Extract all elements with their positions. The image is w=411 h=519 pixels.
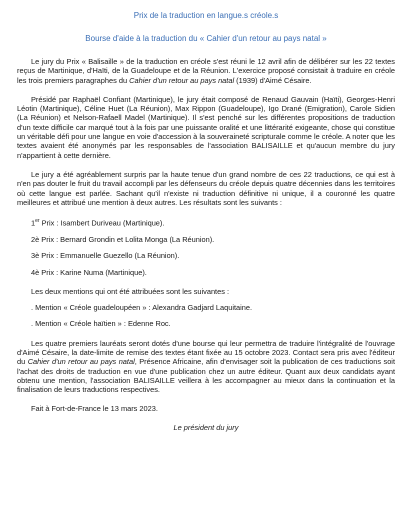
paragraph-intro-text-b: (1939) d'Aimé Césaire. xyxy=(234,75,312,85)
prize-rank: 1 xyxy=(31,218,36,228)
prize-item xyxy=(17,235,395,244)
prize-item xyxy=(17,268,395,277)
document-title: Prix de la traduction en langue.s créole.s xyxy=(133,11,279,20)
paragraph-intro xyxy=(17,57,395,85)
paragraph-laureates xyxy=(17,339,395,395)
document-body xyxy=(17,57,395,414)
prize-rank: 2è xyxy=(31,234,40,244)
book-title-italic: Cahier d'un retour au pays natal xyxy=(27,357,135,367)
paragraph-laureates-text-a: Les quatre premiers lauréats seront dotés d'une bourse qui leur permettra de traduire l'intégralité de l'ouvrage d'Aimé Césaire, la date-limite de remise des textes étant fixée au 15 octobre 2023. Contact sera pris avec l'éditeur du xyxy=(17,338,395,367)
paragraph-results: Le jury a été agréablement surpris par la haute tenue d'un grand nombre de ces 22 traductions, ce qui est à n'en pas douter le fruit du travail accompli par les défenseurs du créole depuis quatre décennies dans les territoires où cette langue est parlée. Sachant qu'il n'existe ni traduction définitive ni unique, il a couronné les quatre meilleures et attribué une mention à deux autres. Les résultats sont les suivants : xyxy=(17,169,395,207)
prize-item xyxy=(17,251,395,260)
prize-text: Prix : Isambert Duriveau (Martinique). xyxy=(39,218,165,228)
prize-text: Prix : Bernard Grondin et Lolita Monga (La Réunion). xyxy=(39,234,215,244)
prize-rank-sup: er xyxy=(35,218,40,225)
paragraph-intro-text-a: Le jury du Prix « Balisaille » de la traduction en créole s'est réuni le 12 avril afin de délibérer sur les 22 textes reçus de Martinique, d'Haïti, de la Guadeloupe et de la Réunion. L'exercice proposé consistait à traduire en créole les trois premiers paragraphes du xyxy=(17,57,395,85)
signature: Le président du jury xyxy=(173,422,239,432)
prize-rank: 3è xyxy=(31,251,40,261)
prize-rank: 4è xyxy=(31,267,40,277)
closing-date: Fait à Fort-de-France le 13 mars 2023. xyxy=(31,404,158,414)
mentions-intro: Les deux mentions qui ont été attribuées sont les suivantes : xyxy=(31,286,230,296)
paragraph-jury: Présidé par Raphaël Confiant (Martinique), le jury était composé de Renaud Gauvain (Haïti), Georges-Henri Léotin (Martinique), Céline Huet (La Réunion), Max Rippon (Guadeloupe), Igo Drané (Emigration), Carole Sidien (La Réunion) et Nelson-Rafaell Madel (Martinique). Il s'est penché sur les différentes propositions de traduction d'un texte difficile car marqué tout à la fois par une puissante oralité et une littérarité exigeante, chose qui constitue un véritable défi pour une langue en voie d'accession à la souveraineté scripturale comme le créole. A noter que les textes avaient été anonymés par les responsables de l'association BALISAILLE et qu'aucun membre du jury n'appartient à cette dernière. xyxy=(17,94,395,160)
mention-item: . Mention « Créole haïtien » : Edenne Roc. xyxy=(31,319,171,329)
mention-item: . Mention « Créole guadeloupéen » : Alexandra Gadjard Laquitaine. xyxy=(31,303,253,313)
prize-item xyxy=(17,217,395,228)
paragraph-laureates-text-b: , Présence Africaine, afin d'envisager soit la publication de ces traductions soit l'achat des droits de traduction en vue d'une publication chez un autre éditeur. Quant aux deux candidats ayant obtenu une mention, l'association BALISAILLE veillera à les accompagner au mieux dans la continuation et la finalisation de leurs traductions respectives. xyxy=(17,357,396,395)
book-title-italic: Cahier d'un retour au pays natal xyxy=(129,75,235,85)
document-subtitle: Bourse d'aide à la traduction du « Cahier d'un retour au pays natal » xyxy=(85,34,327,43)
prize-text: Prix : Karine Numa (Martinique). xyxy=(39,267,147,277)
prize-text: Prix : Emmanuelle Guezello (La Réunion). xyxy=(39,251,180,261)
